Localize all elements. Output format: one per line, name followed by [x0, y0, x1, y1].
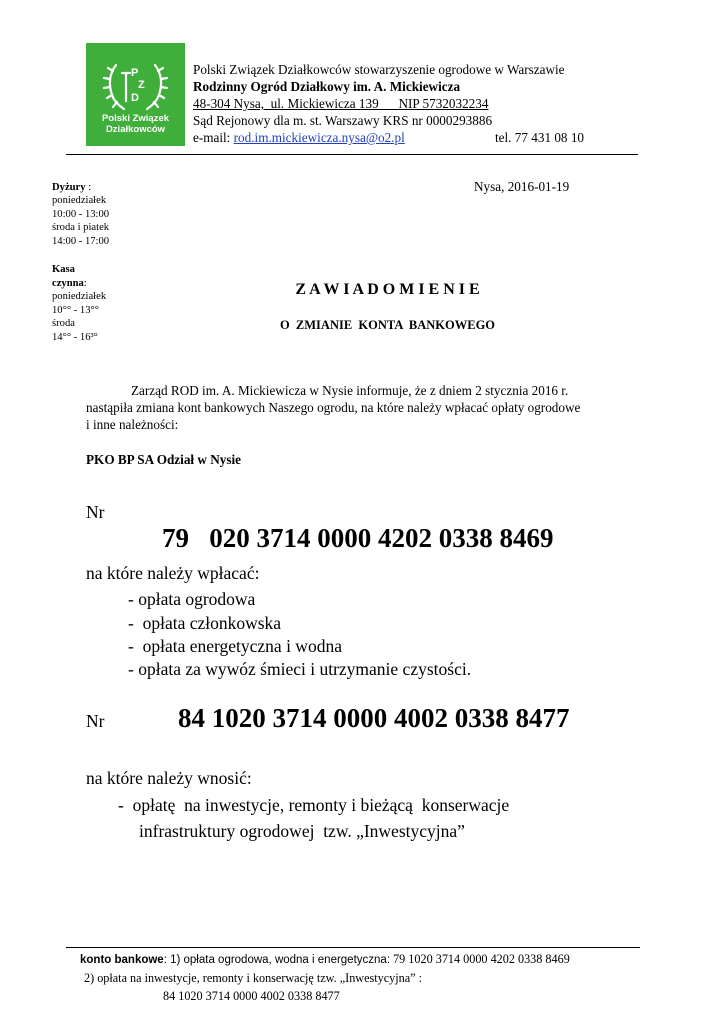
cash-line: 10°° - 13°° [52, 304, 99, 316]
nr-label-2: Nr [86, 711, 105, 731]
logo-text-line2: Działkowców [105, 124, 166, 135]
account-number-2: 84 1020 3714 0000 4002 0338 8477 [178, 703, 570, 733]
footer-line-2: 2) opłata na inwestycje, remonty i konserwację tzw. „Inwestycyjna” : [84, 971, 422, 985]
duty-label: Dyżury [52, 182, 86, 193]
nr-label-1: Nr [86, 502, 105, 522]
duty-line: środa i piatek [52, 222, 110, 233]
header-address: 48-304 Nysa, ul. Mickiewicza 139 NIP 5732032234 [193, 96, 489, 111]
logo-text-line1: Polski Związek [101, 113, 170, 124]
header-phone: tel. 77 431 08 10 [495, 130, 585, 145]
invest-intro: na które należy wnosić: [86, 768, 252, 788]
pay-item: - opłata za wywóz śmieci i utrzymanie czystości. [128, 659, 472, 679]
cash-heading: czynna: [52, 277, 87, 289]
footer-item-1: : 1) opłata ogrodowa, wodna i energetyczna: [163, 954, 391, 966]
intro-line-1: Zarząd ROD im. A. Mickiewicza w Nysie informuje, że z dniem 2 stycznia 2016 r. [131, 383, 569, 398]
svg-text:P: P [131, 67, 139, 79]
footer-account-2: 84 1020 3714 0000 4002 0338 8477 [163, 989, 340, 1003]
svg-text:Z: Z [138, 79, 145, 91]
footer-account-1: 79 1020 3714 0000 4202 0338 8469 [393, 952, 570, 966]
header-divider [66, 154, 638, 155]
pay-item: - opłata ogrodowa [128, 589, 256, 609]
header-court: Sąd Rejonowy dla m. st. Warszawy KRS nr 0000293886 [193, 113, 493, 128]
invest-line-1: - opłatę na inwestycje, remonty i bieżącą konserwacje [118, 795, 510, 815]
cash-label-1: Kasa [52, 264, 75, 275]
document-title: Z A W I A D O M I E N I E [295, 281, 480, 298]
cash-line: poniedziałek [52, 291, 107, 302]
invest-line-2: infrastruktury ogrodowej tzw. „Inwestycyjna” [139, 821, 465, 841]
header-contact [193, 129, 405, 146]
pay-item: - opłata członkowska [128, 613, 282, 633]
pzd-logo [86, 43, 185, 146]
header-line1: Polski Związek Działkowców stowarzyszenie ogrodowe w Warszawie [193, 62, 565, 77]
email-label: e-mail: [193, 130, 231, 145]
cash-label-2: czynna [52, 277, 84, 289]
svg-text:D: D [131, 92, 139, 104]
bank-name: PKO BP SA Odział w Nysie [86, 452, 241, 467]
footer-label: konto bankowe [80, 954, 164, 966]
duty-line: 14:00 - 17:00 [52, 235, 110, 247]
cash-line: środa [52, 318, 75, 329]
intro-line-2: nastąpiła zmiana kont bankowych Naszego ogrodu, na które należy wpłacać opłaty ogrodowe [86, 400, 581, 415]
intro-line-3: i inne należności: [86, 417, 179, 432]
account-number-1: 79 020 3714 0000 4202 0338 8469 [162, 523, 554, 553]
footer-line-1 [80, 952, 570, 967]
cash-line: 14°° - 16³° [52, 331, 98, 343]
document-subtitle: O ZMIANIE KONTA BANKOWEGO [279, 318, 496, 332]
pay-intro: na które należy wpłacać: [86, 563, 260, 583]
duty-line: 10:00 - 13:00 [52, 208, 110, 220]
duty-line: poniedziałek [52, 195, 107, 206]
header-garden-name: Rodzinny Ogród Działkowy im. A. Mickiewicza [193, 79, 461, 94]
document-date: Nysa, 2016-01-19 [474, 179, 570, 194]
pay-item: - opłata energetyczna i wodna [128, 636, 342, 656]
email-link[interactable]: rod.im.mickiewicza.nysa@o2.pl [233, 130, 405, 145]
footer-divider [66, 947, 640, 948]
duty-heading: Dyżury : [52, 182, 92, 193]
